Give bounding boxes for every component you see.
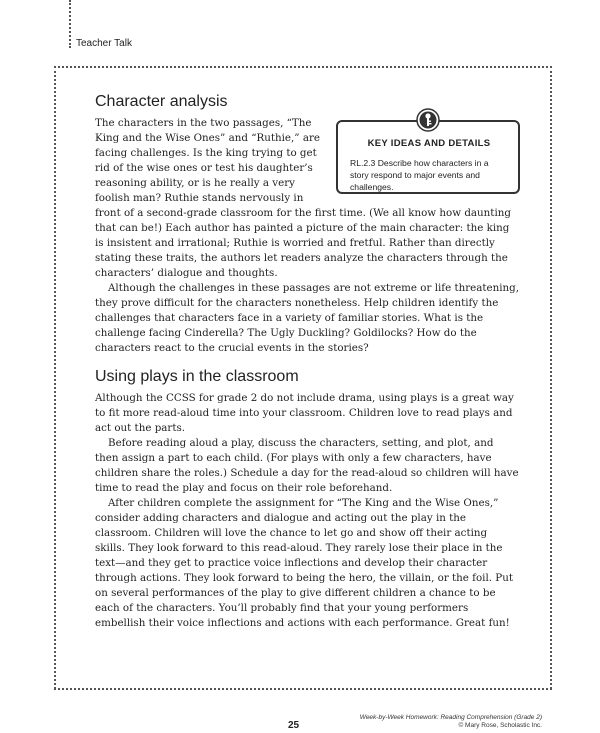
paragraph: Although the challenges in these passages are not extreme or life threatening, they prove difficult for the characters nonetheless. Help children identify the challenges that characters face in a variety of familiar stories. What is the challenge facing Cinderella? The Ugly Duckling? Goldilocks? How do the characters react to the crucial events in the stories? <box>95 282 520 354</box>
book-title: Week-by-Week Homework: Reading Comprehension (Grade 2) <box>359 714 542 721</box>
frame-bottom-border <box>54 688 552 690</box>
frame-right-border <box>550 66 552 689</box>
section-heading-character-analysis: Character analysis <box>95 93 228 110</box>
page-number: 25 <box>288 720 300 731</box>
main-content <box>95 94 520 631</box>
box-title: KEY IDEAS AND DETAILS <box>367 138 491 149</box>
paragraph: Before reading aloud a play, discuss the characters, setting, and plot, and then assign a part to each child. (For plays with only a few characters, have children share the roles.) Schedule a day for the read-aloud so children will have time to read the play and focus on their role beforehand. <box>95 437 519 494</box>
key-icon <box>416 108 440 132</box>
box-standard-text: RL.2.3 Describe how characters in a story respond to major events and challenges. <box>350 158 489 192</box>
header-dotted-line <box>69 0 71 48</box>
paragraph: Although the CCSS for grade 2 do not include drama, using plays is a great way to fit more read-aloud time into your classroom. Children love to read plays and act out the parts. <box>95 392 514 434</box>
header-label: Teacher Talk <box>76 38 132 49</box>
copyright: © Mary Rose, Scholastic Inc. <box>458 722 542 729</box>
paragraph: The characters in the two passages, “The King and the Wise Ones” and “Ruthie,” are facing challenges. Is the king trying to get rid of the wise ones or test his daughter’s reasoning ability, or is he really a very foolish man? Ruthie stands nervously in front of a second-grade classroom for the first time. (We all know how daunting that can be!) Each author has painted a picture of the main character: the king is insistent and irrational; Ruthie is worried and fretful. Rather than directly stating these traits, the authors let readers analyze the characters through the characters’ dialogue and thoughts. <box>95 117 511 279</box>
frame-top-border <box>54 66 552 68</box>
section-heading-using-plays: Using plays in the classroom <box>95 368 299 385</box>
footer-credit <box>360 714 542 730</box>
frame-left-border <box>54 66 56 689</box>
paragraph: After children complete the assignment for “The King and the Wise Ones,” consider adding characters and dialogue and acting out the play in the classroom. Children will love the chance to let go and show off their acting skills. They look forward to this read-aloud. They rarely lose their place in the text—and they get to practice voice inflections and develop their character through actions. They look forward to being the hero, the villain, or the foil. Put on several performances of the play to give different children a chance to be each of the characters. You’ll probably find that your young performers embellish their voice inflections and actions with each performance. Great fun! <box>95 497 514 629</box>
key-ideas-box <box>336 120 520 194</box>
